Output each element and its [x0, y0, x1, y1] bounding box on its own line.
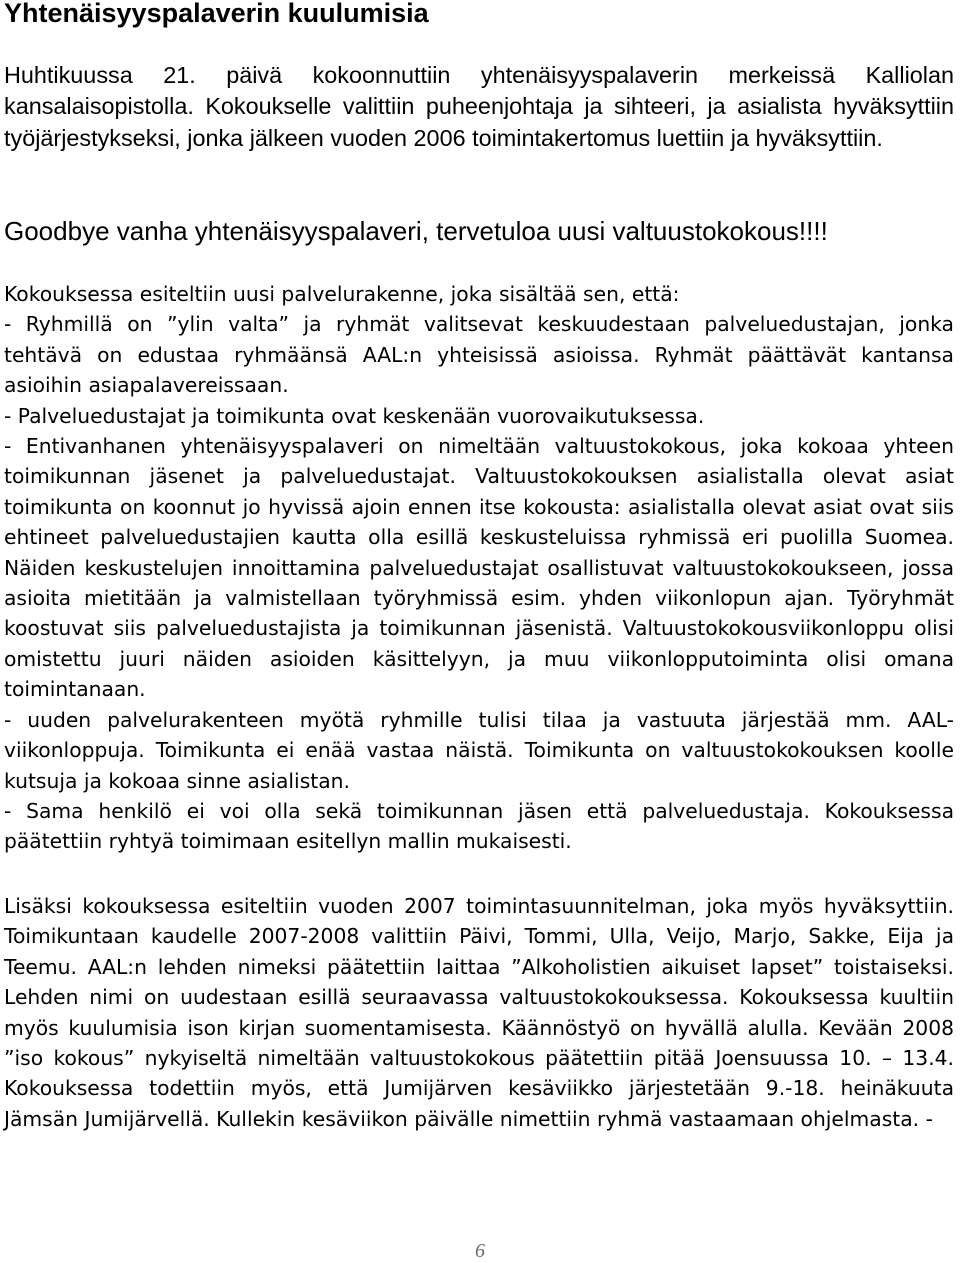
page-title: Yhtenäisyyspalaverin kuulumisia — [4, 0, 429, 28]
service-structure-section — [4, 279, 954, 857]
closing-paragraph: Lisäksi kokouksessa esiteltiin vuoden 2007 toimintasuunnitelman, joka myös hyväksyttiin. Toimikuntaan kaudelle 2007-2008 valittiin Päivi, Tommi, Ulla, Veijo, Marjo, Sakke, Eija ja Teemu. AAL:n lehden nimeksi päätettiin laittaa ”Alkoholistien aikuiset lapset” toistaiseksi. Lehden nimi on uudestaan esillä seuraavassa valtuustokokouksessa. Kokouksessa kuultiin myös kuulumisia ison kirjan suomentamisesta. Käännöstyö on hyvällä alulla. Kevään 2008 ”iso kokous” nykyiseltä nimeltään valtuustokokous päätettiin pitää Joensuussa 10. – 13.4. Kokouksessa todettiin myös, että Jumijärven kesäviikko järjestetään 9.-18. heinäkuuta Jämsän Jumijärvellä. Kullekin kesäviikon päivälle nimettiin ryhmä vastaamaan ohjelmasta. - — [4, 894, 954, 1131]
list-item: - Sama henkilö ei voi olla sekä toimikunnan jäsen että palveluedustaja. Kokouksessa päätettiin ryhtyä toimimaan esitellyn mallin mukaisesti. — [4, 798, 954, 854]
page-number: 6 — [475, 1240, 485, 1262]
list-item: - uuden palvelurakenteen myötä ryhmille tulisi tilaa ja vastuuta järjestää mm. AAL-viikonloppuja. Toimikunta ei enää vastaa näistä. Toimikunta on valtuustokokouksen koolle kutsuja ja kokoaa sinne asialistan. — [4, 707, 954, 793]
list-item: - Ryhmillä on ”ylin valta” ja ryhmät valitsevat keskuudestaan palveluedustajan, jonka tehtävä on edustaa ryhmäänsä AAL:n yhteisissä asioissa. Ryhmät päättävät kantansa asioihin asiapalavereissaan. — [4, 312, 954, 398]
list-item: - Entivanhanen yhtenäisyyspalaveri on nimeltään valtuustokokous, joka kokoaa yhteen toimikunnan jäsenet ja palveluedustajat. Valtuustokokouksen asialistalla olevat asiat toimikunta on koonnut jo hyvissä ajoin ennen itse kokousta: asialistalla olevat asiat ovat siis ehtineet palveluedustajien kautta olla esillä keskusteluissa ryhmissä eri puolilla Suomea. Näiden keskustelujen innoittamina palveluedustajat osallistuvat valtuustokokoukseen, jossa asioita mietitään ja valmistellaan työryhmissä esim. yhden viikonlopun ajan. Työryhmät koostuvat siis palveluedustajista ja toimikunnan jäsenistä. Valtuustokokousviikonloppu olisi omistettu juuri näiden asioiden käsittelyyn, ja muu viikonlopputoiminta olisi omana toimintanaan. — [4, 434, 954, 702]
section-lead: Kokouksessa esiteltiin uusi palvelurakenne, joka sisältää sen, että: — [4, 282, 680, 306]
intro-paragraph: Huhtikuussa 21. päivä kokoonnuttiin yhtenäisyyspalaverin merkeissä Kalliolan kansalaisopistolla. Kokoukselle valittiin puheenjohtaja ja sihteeri, ja asialista hyväksyttiin työjärjestykseksi, jonka jälkeen vuoden 2006 toimintakertomus luettiin ja hyväksyttiin. — [4, 62, 954, 151]
slogan-heading: Goodbye vanha yhtenäisyyspalaveri, tervetuloa uusi valtuustokokous!!!! — [4, 216, 828, 246]
list-item: - Palveluedustajat ja toimikunta ovat keskenään vuorovaikutuksessa. — [4, 403, 705, 428]
